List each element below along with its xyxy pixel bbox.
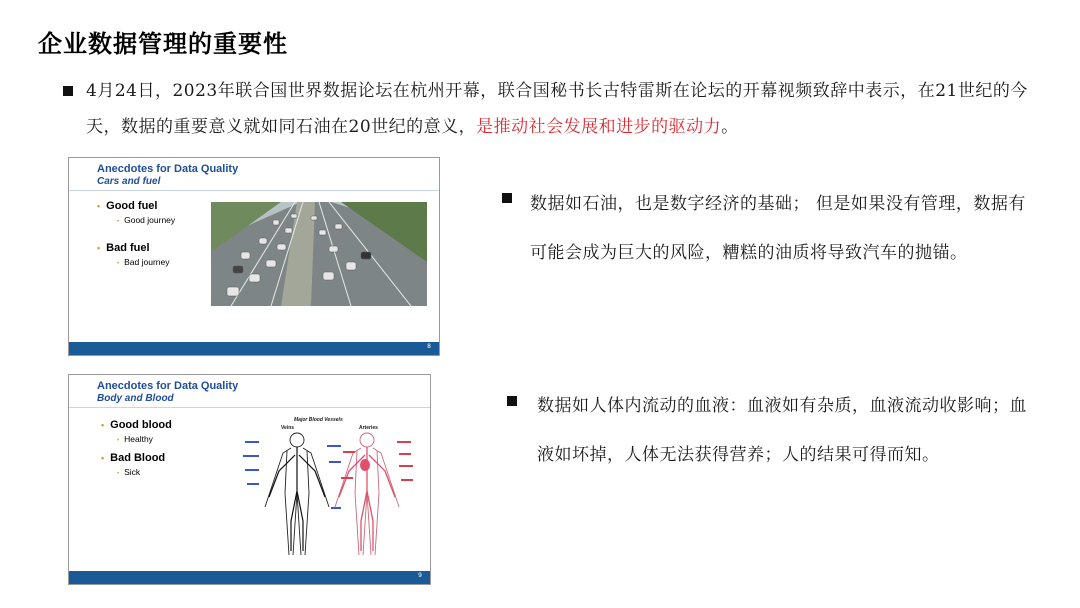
- arteries-label: Arteries: [359, 425, 378, 431]
- slide-subitem-healthy: • Healthy: [117, 434, 153, 444]
- veins-label: Veins: [281, 425, 295, 431]
- slide-item-bad-blood: • Bad Blood: [101, 452, 166, 464]
- oil-paragraph: 数据如石油，也是数字经济的基础； 但是如果没有管理，数据有可能会成为巨大的风险，糟糕的油质将导致汽车的抛锚。: [530, 194, 1026, 263]
- slide-footer-bar: 9: [69, 571, 430, 584]
- slide-heading: Anecdotes for Data Quality: [97, 380, 239, 392]
- slide-thumbnail-fuel: [68, 157, 440, 356]
- slide-subitem-sick: • Sick: [117, 467, 141, 477]
- slide-item-good-blood: • Good blood: [101, 419, 172, 431]
- blood-paragraph: 数据如人体内流动的血液：血液如有杂质，血液流动收影响；血液如坏掉，人体无法获得营养；人的结果可得而知。: [537, 396, 1027, 465]
- intro-end: 。: [721, 117, 739, 137]
- intro-highlight: 是推动社会发展和进步的驱动力: [476, 117, 722, 137]
- blood-vessels-diagram: [239, 431, 419, 559]
- bullet-marker: [502, 193, 512, 203]
- slide-item-good-fuel: • Good fuel: [97, 200, 158, 212]
- slide-item-bad-fuel: • Bad fuel: [97, 242, 150, 254]
- slide-subitem-good-journey: • Good journey: [117, 215, 176, 225]
- page-title: 企业数据管理的重要性: [38, 30, 288, 58]
- slide-subheading: Body and Blood: [97, 393, 174, 404]
- diagram-title: Major Blood Vessels: [294, 417, 343, 423]
- highway-photo: [211, 202, 427, 306]
- slide-footer-bar: 8: [69, 342, 439, 355]
- slide-thumbnail-blood: [68, 374, 431, 585]
- intro-text: 4月24日，2023年联合国世界数据论坛在杭州开幕，联合国秘书长古特雷斯在论坛的开幕视频致辞中表示，在21世纪的今天，数据的重要意义就如同石油在20世纪的意义，: [86, 81, 1028, 137]
- intro-paragraph: [86, 73, 1046, 145]
- slide-subitem-bad-journey: • Bad journey: [117, 257, 170, 267]
- slide-heading: Anecdotes for Data Quality: [97, 163, 239, 175]
- bullet-marker: [507, 396, 517, 406]
- bullet-marker: [63, 86, 73, 96]
- slide-subheading: Cars and fuel: [97, 176, 161, 187]
